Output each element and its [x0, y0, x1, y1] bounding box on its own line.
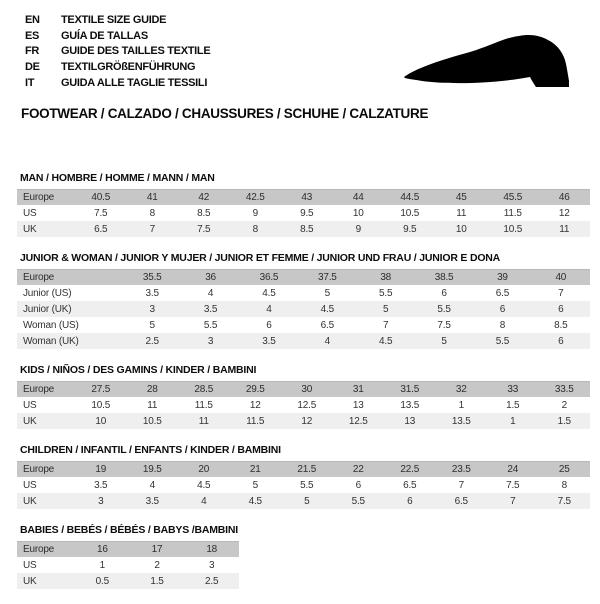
size-value: 3: [149, 303, 155, 315]
size-value: 10: [352, 207, 364, 219]
size-value: 4: [149, 479, 155, 491]
size-value: 36.5: [259, 272, 279, 283]
size-value: 13.5: [451, 415, 471, 427]
table-row: [17, 317, 590, 333]
size-value: 5.5: [437, 303, 451, 315]
size-value: 4: [207, 287, 214, 299]
size-value: 8: [499, 319, 506, 331]
size-value: 10.5: [400, 207, 420, 219]
size-section-2: [17, 252, 590, 349]
table-header-row: [17, 269, 590, 285]
size-value: 46: [558, 192, 570, 203]
size-value: 33: [507, 384, 519, 395]
language-row: [25, 44, 210, 60]
row-label: Europe: [23, 384, 55, 395]
size-value: 4.5: [379, 335, 393, 347]
size-value: 10: [95, 415, 107, 427]
size-value: 9.5: [403, 223, 417, 235]
row-label: Europe: [23, 464, 55, 475]
size-value: 3.5: [203, 303, 218, 315]
size-table: [17, 461, 590, 509]
size-value: 16: [96, 544, 108, 555]
size-value: 22.5: [400, 464, 420, 475]
size-value: 7: [149, 223, 155, 235]
size-value: 7: [383, 319, 389, 331]
language-row: [25, 28, 210, 44]
size-table: [17, 381, 590, 429]
size-value: 21.5: [297, 464, 317, 475]
size-value: 4.5: [197, 479, 211, 491]
section-title: BABIES / BEBÉS / BÉBÉS / BABYS /BAMBINI: [20, 524, 238, 536]
category-title: FOOTWEAR / CALZADO / CHAUSSURES / SCHUHE / CALZATURE: [21, 106, 429, 121]
size-value: 11.5: [194, 399, 213, 411]
size-value: 27.5: [91, 384, 111, 395]
row-label: Europe: [23, 544, 55, 555]
size-value: 9: [252, 207, 258, 219]
size-value: 44: [352, 192, 364, 203]
size-value: 31.5: [400, 384, 420, 395]
size-value: 38.5: [434, 272, 454, 283]
language-label: GUIDE DES TAILLES TEXTILE: [61, 45, 211, 58]
language-label: TEXTILGRÖßENFÜHRUNG: [61, 61, 196, 74]
size-value: 10.5: [91, 399, 111, 411]
size-value: 3: [98, 495, 104, 507]
table-row: [17, 493, 590, 509]
size-value: 5.5: [495, 335, 510, 347]
size-value: 5: [252, 479, 258, 491]
size-value: 8: [252, 223, 258, 235]
size-value: 6.5: [403, 479, 417, 491]
size-value: 7.5: [506, 479, 520, 491]
row-label: US: [23, 559, 37, 571]
size-value: 41: [146, 192, 158, 203]
size-value: 30: [301, 384, 313, 395]
size-value: 36: [205, 272, 216, 283]
size-value: 3.5: [94, 479, 108, 491]
row-label: UK: [23, 415, 37, 427]
size-value: 23.5: [451, 464, 471, 475]
size-value: 31: [352, 384, 364, 395]
size-value: 7.5: [94, 207, 108, 219]
row-label: US: [23, 479, 37, 491]
size-value: 42: [198, 192, 210, 203]
language-code: FR: [25, 45, 40, 58]
size-value: 20: [198, 464, 210, 475]
language-label: TEXTILE SIZE GUIDE: [61, 13, 167, 26]
table-header-row: [17, 381, 590, 397]
size-value: 3.5: [145, 287, 159, 299]
size-value: 10: [455, 223, 467, 235]
size-value: 6: [266, 319, 272, 331]
table-header-row: [17, 541, 239, 557]
section-title: JUNIOR & WOMAN / JUNIOR Y MUJER / JUNIOR ET FEMME / JUNIOR UND FRAU / JUNIOR E DONA: [20, 252, 501, 264]
size-value: 10.5: [142, 415, 162, 427]
table-row: [17, 573, 239, 589]
size-value: 9: [355, 223, 361, 235]
table-row: [17, 557, 239, 573]
language-legend: [25, 12, 210, 91]
table-row: [17, 397, 590, 413]
size-value: 7: [458, 479, 464, 491]
size-value: 0.5: [95, 575, 109, 587]
size-value: 12.5: [348, 415, 368, 427]
table-row: [17, 301, 590, 317]
table-row: [17, 221, 590, 237]
size-value: 6: [558, 303, 564, 315]
size-value: 40.5: [91, 192, 111, 203]
size-value: 8: [149, 207, 155, 219]
size-value: 6: [558, 335, 564, 347]
size-value: 1.5: [150, 575, 164, 587]
size-value: 5.5: [351, 495, 365, 507]
size-value: 12.5: [297, 399, 317, 411]
size-value: 3: [207, 335, 214, 347]
size-value: 6.5: [320, 319, 334, 331]
size-value: 5: [383, 303, 389, 315]
size-value: 4: [266, 303, 272, 315]
size-section-3: [17, 364, 590, 429]
size-value: 6: [499, 303, 506, 315]
table-row: [17, 205, 590, 221]
table-row: [17, 413, 590, 429]
size-value: 44.5: [400, 192, 420, 203]
size-value: 1: [99, 559, 106, 571]
size-value: 11: [198, 415, 209, 427]
size-value: 21: [249, 464, 261, 475]
size-value: 6.5: [454, 495, 468, 507]
table-row: [17, 333, 590, 349]
size-value: 7: [510, 495, 516, 507]
size-value: 13: [352, 399, 364, 411]
size-value: 6.5: [495, 287, 510, 299]
size-value: 45.5: [503, 192, 523, 203]
size-value: 6: [407, 495, 413, 507]
size-value: 45: [455, 192, 467, 203]
size-value: 5: [304, 495, 310, 507]
size-value: 4.5: [262, 287, 276, 299]
size-value: 7.5: [557, 495, 571, 507]
size-value: 5.5: [379, 287, 393, 299]
size-value: 9.5: [300, 207, 314, 219]
size-value: 6.5: [94, 223, 108, 235]
size-value: 11: [147, 399, 158, 411]
size-value: 8.5: [300, 223, 314, 235]
size-value: 3.5: [145, 495, 159, 507]
size-value: 1.5: [557, 415, 571, 427]
size-value: 6: [441, 287, 447, 299]
size-value: 4: [324, 335, 330, 347]
size-value: 11.5: [246, 415, 265, 427]
table-header-row: [17, 461, 590, 477]
size-table: [17, 541, 239, 589]
table-header-row: [17, 189, 590, 205]
section-title: KIDS / NIÑOS / DES GAMINS / KINDER / BAMBINI: [20, 364, 257, 376]
size-value: 19.5: [142, 464, 162, 475]
size-value: 24: [507, 464, 519, 475]
size-value: 32: [455, 384, 467, 395]
size-value: 43: [301, 192, 313, 203]
size-section-5: [17, 524, 590, 589]
row-label: Europe: [23, 272, 55, 283]
language-row: [25, 12, 210, 28]
row-label: UK: [23, 223, 37, 235]
size-value: 4.5: [248, 495, 262, 507]
size-value: 40: [555, 272, 567, 283]
dress-shoe-icon: [396, 28, 581, 98]
size-value: 4: [201, 495, 207, 507]
size-value: 8.5: [554, 319, 568, 331]
language-code: DE: [25, 61, 40, 74]
size-table: [17, 189, 590, 237]
size-value: 12: [301, 415, 313, 427]
size-value: 1: [510, 415, 516, 427]
size-value: 17: [151, 544, 163, 555]
size-value: 7.5: [197, 223, 211, 235]
size-section-4: [17, 444, 590, 509]
size-value: 29.5: [245, 384, 265, 395]
language-row: [25, 75, 210, 91]
row-label: Europe: [23, 192, 55, 203]
size-section-1: [17, 172, 590, 237]
size-value: 13: [404, 415, 416, 427]
section-title: CHILDREN / INFANTIL / ENFANTS / KINDER / BAMBINI: [20, 444, 281, 456]
language-label: GUÍA DE TALLAS: [61, 29, 148, 42]
size-value: 18: [206, 544, 218, 555]
row-label: US: [23, 399, 37, 411]
language-row: [25, 59, 210, 75]
size-value: 3.5: [262, 335, 276, 347]
size-table: [17, 269, 590, 349]
language-label: GUIDA ALLE TAGLIE TESSILI: [61, 77, 208, 90]
size-value: 28: [146, 384, 158, 395]
size-value: 11.5: [503, 207, 522, 219]
table-row: [17, 285, 590, 301]
size-value: 12: [558, 207, 570, 219]
language-code: EN: [25, 13, 40, 26]
size-value: 12: [249, 399, 261, 411]
size-value: 42.5: [245, 192, 265, 203]
size-value: 39: [497, 272, 508, 283]
size-value: 6: [355, 479, 361, 491]
size-value: 5: [149, 319, 155, 331]
size-value: 13.5: [400, 399, 420, 411]
size-value: 4.5: [320, 303, 334, 315]
size-value: 2.5: [145, 335, 159, 347]
size-value: 1.5: [506, 399, 520, 411]
size-value: 7.5: [437, 319, 451, 331]
language-code: ES: [25, 29, 40, 42]
size-value: 5: [441, 335, 447, 347]
size-value: 38: [380, 272, 392, 283]
size-value: 25: [558, 464, 570, 475]
size-value: 19: [95, 464, 107, 475]
size-value: 5: [324, 287, 330, 299]
size-value: 33.5: [554, 384, 574, 395]
size-value: 28.5: [194, 384, 214, 395]
size-value: 10.5: [503, 223, 523, 235]
section-title: MAN / HOMBRE / HOMME / MANN / MAN: [20, 172, 215, 184]
size-value: 37.5: [317, 272, 337, 283]
size-value: 35.5: [142, 272, 162, 283]
row-label: UK: [23, 575, 37, 587]
row-label: Junior (US): [23, 287, 72, 299]
size-value: 3: [208, 559, 215, 571]
size-value: 2.5: [205, 575, 219, 587]
size-value: 11: [456, 207, 467, 219]
size-sections: [17, 172, 590, 604]
row-label: Junior (UK): [23, 303, 72, 315]
size-value: 5.5: [300, 479, 314, 491]
row-label: US: [23, 207, 37, 219]
size-value: 2: [561, 399, 567, 411]
size-value: 8.5: [197, 207, 211, 219]
size-value: 2: [154, 559, 160, 571]
size-value: 1: [458, 399, 464, 411]
row-label: Woman (US): [23, 319, 79, 331]
language-code: IT: [25, 77, 35, 90]
size-value: 8: [561, 479, 567, 491]
size-value: 11: [559, 223, 570, 235]
size-value: 5.5: [203, 319, 218, 331]
row-label: UK: [23, 495, 37, 507]
size-value: 22: [352, 464, 364, 475]
row-label: Woman (UK): [23, 335, 79, 347]
table-row: [17, 477, 590, 493]
size-value: 7: [558, 287, 564, 299]
